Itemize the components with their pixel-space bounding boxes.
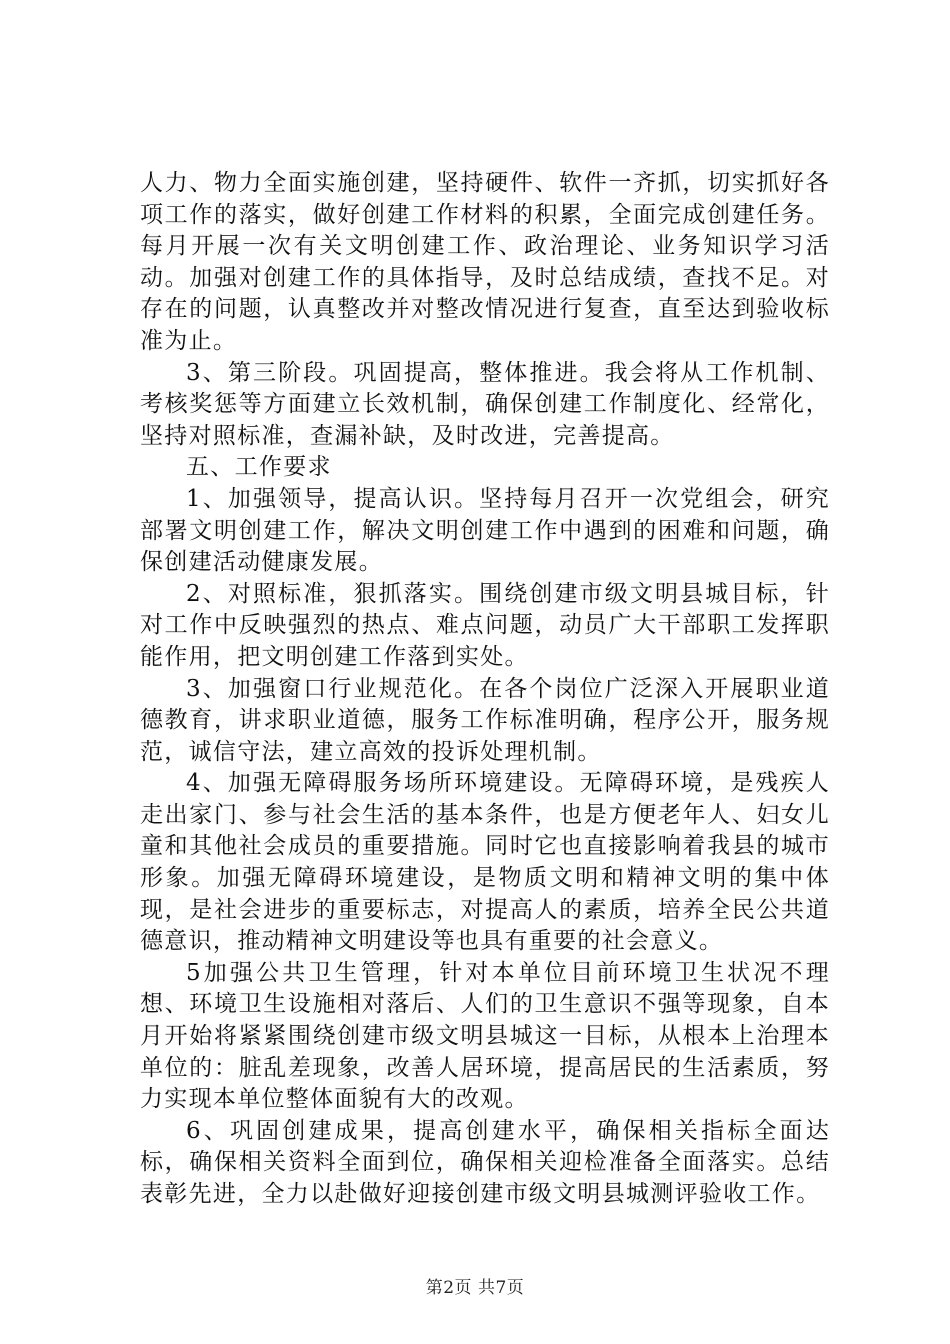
paragraph-requirement-1: 1、加强领导，提高认识。坚持每月召开一次党组会，研究部署文明创建工作，解决文明创建工作中遇到的困难和问题，确保创建活动健康发展。 <box>140 485 830 576</box>
paragraph-requirement-2: 2、对照标准，狠抓落实。围绕创建市级文明县城目标，针对工作中反映强烈的热点、难点问题，动员广大干部职工发挥职能作用，把文明创建工作落到实处。 <box>140 580 830 670</box>
paragraph-continued: 人力、物力全面实施创建，坚持硬件、软件一齐抓，切实抓好各项工作的落实，做好创建工作材料的积累，全面完成创建任务。每月开展一次有关文明创建工作、政治理论、业务知识学习活动。加强对创建工作的具体指导，及时总结成绩，查找不足。对存在的问题，认真整改并对整改情况进行复查，直至达到验收标准为止。 <box>140 170 830 354</box>
paragraph-requirement-5: 5加强公共卫生管理，针对本单位目前环境卫生状况不理想、环境卫生设施相对落后、人们的卫生意识不强等现象，自本月开始将紧紧围绕创建市级文明县城这一目标，从根本上治理本单位的：脏乱差现象，改善人居环境，提高居民的生活素质，努力实现本单位整体面貌有大的改观。 <box>140 959 830 1113</box>
paragraph-phase-three: 3、第三阶段。巩固提高，整体推进。我会将从工作机制、考核奖惩等方面建立长效机制，确保创建工作制度化、经常化，坚持对照标准，查漏补缺，及时改进，完善提高。 <box>140 359 830 449</box>
paragraph-requirement-3: 3、加强窗口行业规范化。在各个岗位广泛深入开展职业道德教育，讲求职业道德，服务工作标准明确，程序公开，服务规范，诚信守法，建立高效的投诉处理机制。 <box>140 675 830 765</box>
document-body <box>140 168 830 1211</box>
section-heading-work-requirements: 五、工作要求 <box>186 454 332 481</box>
page-number-footer: 第2页 共7页 <box>425 1278 525 1298</box>
paragraph-requirement-4: 4、加强无障碍服务场所环境建设。无障碍环境，是残疾人走出家门、参与社会生活的基本条件，也是方便老年人、妇女儿童和其他社会成员的重要措施。同时它也直接影响着我县的城市形象。加强无障碍环境建设，是物质文明和精神文明的集中体现，是社会进步的重要标志，对提高人的素质，培养全民公共道德意识，推动精神文明建设等也具有重要的社会意义。 <box>140 770 830 955</box>
paragraph-requirement-6: 6、巩固创建成果，提高创建水平，确保相关指标全面达标，确保相关资料全面到位，确保相关迎检准备全面落实。总结表彰先进，全力以赴做好迎接创建市级文明县城测评验收工作。 <box>140 1117 830 1207</box>
